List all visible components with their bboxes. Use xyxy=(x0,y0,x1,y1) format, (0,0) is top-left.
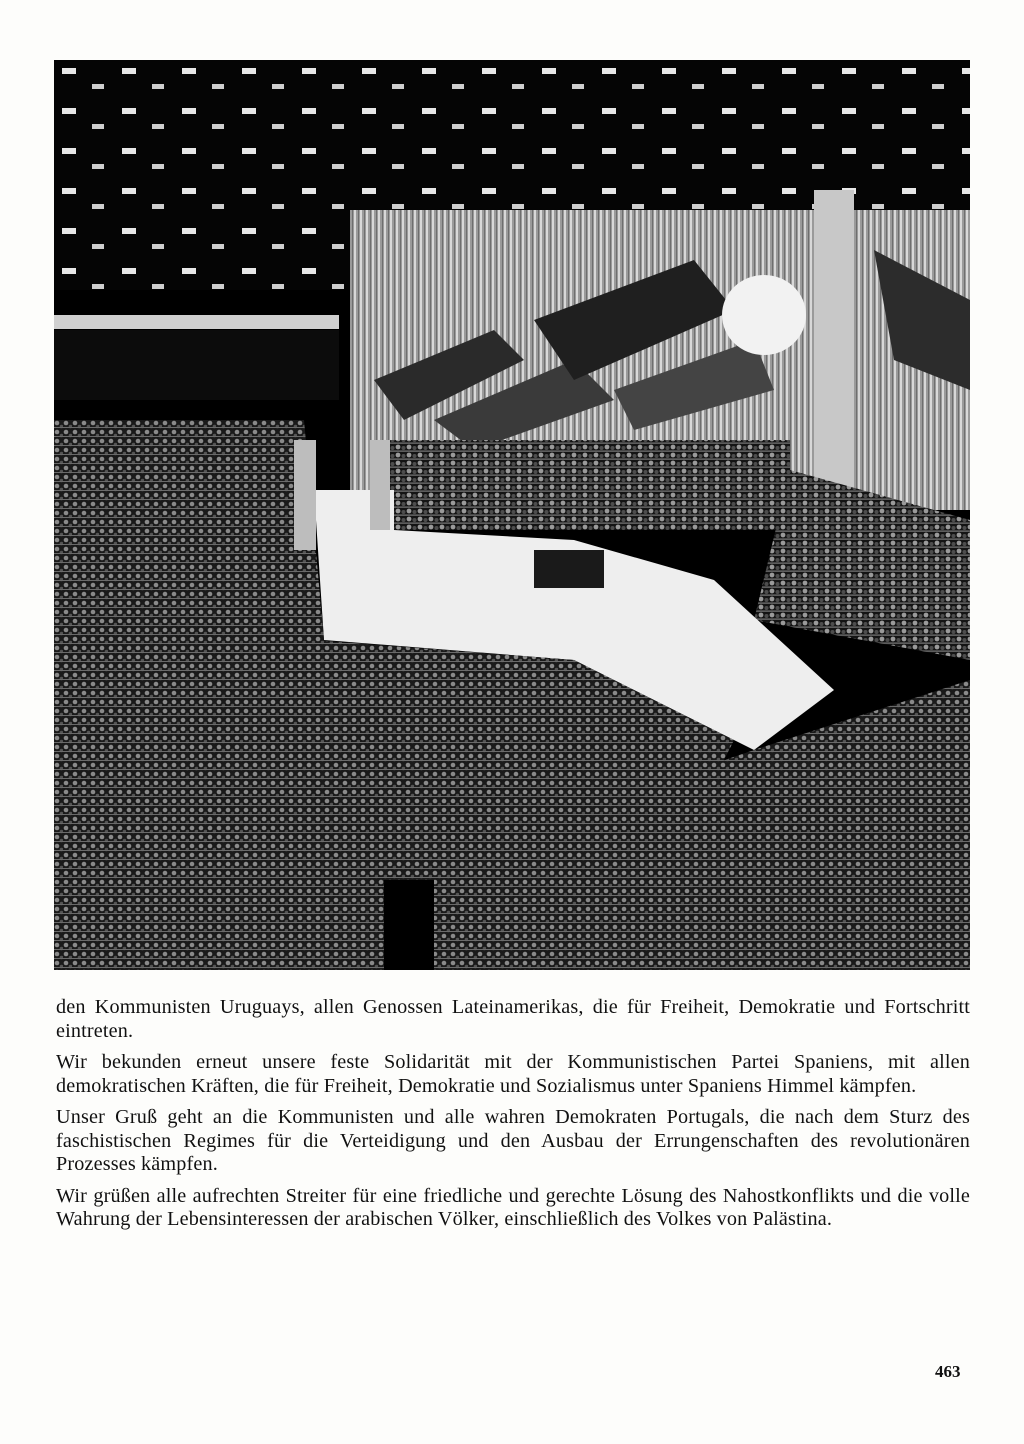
leader-portrait-emblem xyxy=(722,275,806,355)
stairs-left xyxy=(294,440,316,550)
paragraph-4: Wir grüßen alle aufrechten Streiter für eine friedliche und gerechte Lösung des Nahostkonflikts und die volle Wahrung der Lebensinteressen der arabischen Völker, einschließlich des Volkes von Palästina. xyxy=(56,1184,970,1230)
balcony-rail xyxy=(54,315,339,329)
stairs-right xyxy=(370,440,390,530)
paragraph-2: Wir bekunden erneut unsere feste Solidarität mit der Kommunistischen Partei Spaniens, mit allen demokratischen Kräften, die für Freiheit, Demokratie und Sozialismus unter Spaniens Himmel kämpfen. xyxy=(56,1051,970,1097)
presidium-seating xyxy=(390,440,790,530)
congress-hall-illustration xyxy=(54,60,970,970)
stage-pillar xyxy=(814,190,854,520)
paragraph-1: den Kommunisten Uruguays, allen Genossen Lateinamerikas, die für Freiheit, Demokratie und Fortschritt eintreten. xyxy=(56,996,970,1042)
congress-hall-photo xyxy=(54,60,970,970)
body-text xyxy=(56,996,970,1240)
speaker-podium xyxy=(534,550,604,588)
paragraph-3: Unser Gruß geht an die Kommunisten und alle wahren Demokraten Portugals, die nach dem Sturz des faschistischen Regimes für die Verteidigung und den Ausbau der Errungenschaften des revolutionären Prozesses kämpfen. xyxy=(56,1106,970,1175)
page-number: 463 xyxy=(935,1362,961,1381)
